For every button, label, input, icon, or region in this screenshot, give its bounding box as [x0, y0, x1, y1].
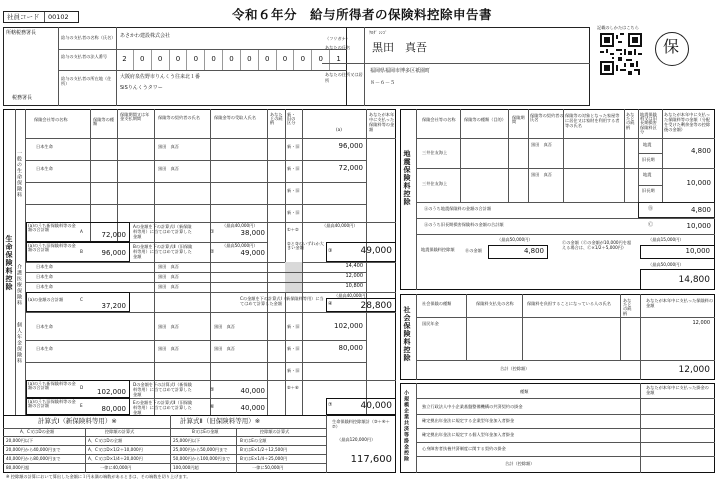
f1-r1-a: 20,000円以下	[6, 438, 34, 443]
ann-calc1-num: ⑤	[210, 387, 215, 393]
f1-r3-a: 40,000円から80,000円まで	[6, 456, 61, 461]
quake-sum2-value: 10,000	[686, 222, 711, 230]
small-paid-label: あなたが本年中に支払った掛金の金額	[646, 385, 709, 396]
formula-col-d: 控除額の計算式	[260, 429, 290, 434]
calc1-label: Aの金額を下の計算式Ⅰ（新保険料等用）に当てはめて計算した金額	[133, 224, 192, 240]
social-h-kind: 社会保険の種類	[422, 301, 452, 306]
gen-row1-new-old: 新・旧	[287, 144, 300, 149]
care-calc-max: （最高40,000円）	[334, 293, 370, 298]
quake-sum1-num: Ⓑ	[648, 206, 654, 212]
office-label-2: 税務署長	[12, 95, 33, 101]
life-total-max: （最高120,000円）	[337, 437, 376, 442]
small-total-label: 合計（控除額）	[505, 461, 535, 466]
life-h-relation: あなたとの続柄	[270, 112, 283, 126]
ann-row1-contractor: 黒田 真吾	[158, 324, 179, 329]
quake-side-label: 地震保険料控除	[403, 150, 411, 206]
sum-max: （最高40,000円）	[322, 223, 358, 228]
care-row3-contractor: 黒田 真吾	[158, 284, 179, 289]
care-row1-company: 日本生命	[36, 264, 53, 269]
f1-r2-b: A、C又はD×1/2＋10,000円	[88, 447, 143, 452]
f2-r3-a: 50,000円から100,000円まで	[173, 456, 231, 461]
quake-h-company: 保険会社等の名称	[422, 117, 456, 122]
small-row1-label: 独立行政法人中小企業基盤整備機構の共済契約の掛金	[422, 404, 523, 409]
employee-block	[322, 27, 590, 106]
ann-calc1-label: Dの金額を下の計算式Ⅰ（新保険料等用）に当てはめて計算した金額	[133, 382, 192, 398]
calc1-value: 38,000	[240, 229, 265, 237]
social-h-relation: あなたとの続柄	[623, 298, 632, 316]
gen-row2-company: 日本生命	[36, 166, 53, 171]
small-row4-label: 心身障害者扶養共済制度に関する契約の掛金	[422, 446, 506, 451]
quake-total-max: （最高50,000円）	[648, 262, 684, 267]
seal-char: 保	[663, 37, 680, 56]
social-row1-kind: 国民年金	[422, 321, 439, 326]
formula1-title: 計算式Ⅰ（新保険料等用）※	[38, 417, 117, 425]
social-total: 12,000	[678, 365, 710, 375]
ann-calc1-value: 40,000	[240, 387, 265, 395]
ann-sum-label: ⑤＋⑥	[287, 385, 299, 390]
ann-row2-new-old: 新・旧	[287, 346, 300, 351]
quake-row2-type2: 旧長期	[642, 188, 655, 193]
total-c-value: 37,200	[101, 302, 126, 310]
ann-row2-amount: 80,000	[338, 344, 363, 352]
gen-row2-contractor: 黒田 真吾	[158, 166, 179, 171]
quake-row2-type: 地震	[643, 172, 652, 177]
quake-h-period: 保険期間	[512, 115, 525, 125]
annuity-label: 個人年金保険料	[16, 322, 22, 364]
employer-address-2: SiSりんくうタワー	[120, 85, 163, 91]
ann-row1-recipient: 黒田 真吾	[214, 324, 235, 329]
ann-sum-value: 40,000	[360, 401, 392, 411]
quake-b-value: 4,800	[523, 247, 544, 255]
employee-address-2: ８－６－５	[370, 80, 396, 86]
f1-r2-a: 20,000円から40,000円まで	[6, 447, 61, 452]
gen-row1-contractor: 黒田 真吾	[158, 144, 179, 149]
sum-value: 49,000	[360, 246, 392, 256]
quake-b-prefix: Ⓑの金額	[465, 248, 482, 253]
sum-label-2: ②と③のいずれか大きい金額	[287, 241, 324, 251]
formula-col-a: A、C又はDの金額	[20, 429, 55, 434]
ann-row2-company: 日本生命	[36, 346, 53, 351]
f2-r3-b: B又はE×1/4＋25,000円	[240, 456, 288, 461]
total-a-label: (a)のうち新保険料等の金額の合計額	[28, 223, 76, 233]
care-calc-num: ④	[328, 301, 333, 307]
f2-r4-b: 一律に50,000円	[252, 465, 284, 470]
care-row2-company: 日本生命	[36, 274, 53, 279]
calc2-max: （最高50,000円）	[222, 243, 258, 248]
care-row2-contractor: 黒田 真吾	[158, 274, 179, 279]
social-row1-amount: 12,000	[692, 320, 710, 326]
life-h-unit: (a)	[336, 127, 342, 132]
gen-row2-new-old: 新・旧	[287, 166, 300, 171]
quake-h-target: 保険等の対象となった家屋等に居住又は家財を利用する者等の氏名	[565, 113, 620, 129]
gen-row4-new-old: 新・旧	[287, 210, 300, 215]
life-h-new-old: 新・旧の区分	[287, 112, 296, 126]
calc2-value: 49,000	[240, 249, 265, 257]
gen-row3-new-old: 新・旧	[287, 188, 300, 193]
care-label: 介護医療保険料	[16, 264, 22, 306]
formula-col-b: 控除額の計算式	[105, 429, 135, 434]
general-label: 一般の生命保険料	[16, 150, 22, 198]
social-total-label: 合計（控除額）	[500, 366, 530, 371]
quake-h-paid: あなたが本年中に支払った保険料等の金額（分配を受けた剰余金等の控除後の金額）	[664, 112, 711, 133]
quake-sum1-label: Ⓐのうち地震保険料の金額の合計額	[424, 206, 492, 211]
furigana-label: （フリガナ）	[325, 36, 350, 41]
total-a-letter: A	[80, 229, 83, 234]
quake-h-contractor: 保険等の契約者の氏名	[530, 113, 564, 123]
quake-h-type: 地震保険料又は旧長期損害保険料区分	[640, 112, 657, 134]
total-d-value: 102,000	[97, 388, 126, 396]
total-e-letter: E	[80, 403, 83, 408]
employee-name-label: あなたの氏名	[325, 45, 351, 50]
quake-sum1-value: 4,800	[690, 206, 711, 214]
f2-r1-b: B又はEの全額	[240, 438, 267, 443]
quake-row2-contractor: 黒田 真吾	[531, 172, 552, 177]
f1-r1-b: A、C又はDの全額	[88, 438, 123, 443]
care-row2-amount: 12,000	[345, 273, 363, 279]
sum-label: ①＋②	[287, 227, 299, 232]
formula2-title: 計算式Ⅱ（旧保険料等用）※	[180, 417, 261, 425]
life-h-period: 保険期間又は年金支払期間	[120, 112, 150, 122]
care-calc-value: 28,800	[360, 301, 392, 311]
quake-total: 14,800	[678, 275, 710, 285]
small-kind-label: 種類	[520, 389, 529, 394]
care-row1-amount: 14,400	[345, 263, 363, 269]
ann-row2-contractor: 黒田 真吾	[158, 346, 179, 351]
ann-row3-new-old: 新・旧	[287, 368, 300, 373]
care-calc-label: Cの金額を下の計算式Ⅰ（新保険料等用）に当てはめて計算した金額	[240, 296, 324, 307]
ann-row2-recipient: 黒田 真吾	[214, 346, 235, 351]
ann-sum-num: ⑦	[328, 402, 333, 408]
employee-furigana: ｸﾛﾀﾞ ｼﾝｺﾞ	[369, 30, 388, 35]
f1-r4-a: 80,000円超	[6, 465, 30, 470]
calc2-label: Bの金額を下の計算式Ⅱ（旧保険料等用）に当てはめて計算した金額	[133, 244, 193, 260]
quake-c-max: （最高15,000円）	[648, 237, 684, 242]
quake-row1-contractor: 黒田 真吾	[531, 142, 552, 147]
quake-row1-company: 三井住友海上	[422, 150, 448, 155]
life-total-value: 117,600	[350, 454, 392, 465]
page-title: 令和６年分 給与所得者の保険料控除申告書	[232, 7, 493, 22]
care-row3-company: 日本生命	[36, 284, 53, 289]
employer-name: あさかわ建設株式会社	[120, 33, 171, 39]
small-row2-label: 確定拠出年金法に規定する企業型年金加入者掛金	[422, 418, 515, 423]
total-d-letter: D	[80, 385, 84, 390]
f1-r4-b: 一律に40,000円	[100, 465, 132, 470]
total-b-label: (a)のうち旧保険料等の金額の合計額	[28, 243, 76, 253]
employee-address-1: 福岡県福岡市博多区祇園町	[370, 68, 431, 74]
ann-row1-company: 日本生命	[36, 324, 53, 329]
ann-calc2-value: 40,000	[240, 404, 265, 412]
small-side-label: 小規模企業共済等掛金控除	[403, 390, 409, 462]
total-e-value: 80,000	[101, 405, 126, 413]
care-row3-amount: 10,800	[345, 283, 363, 289]
employee-address-label: あなたの住所又は居所	[325, 72, 363, 83]
calc1-num: ①	[210, 229, 215, 235]
f1-r3-b: A、C又はD×1/4＋20,000円	[88, 456, 143, 461]
life-h-kind: 保険等の種類	[93, 117, 114, 127]
quake-sum2-num: Ⓒ	[648, 222, 654, 228]
small-row3-label: 確定拠出年金法に規定する個人型年金加入者掛金	[422, 432, 515, 437]
total-c-letter: C	[80, 297, 83, 302]
quake-row1-type: 地震	[643, 142, 652, 147]
gen-row1-company: 日本生命	[36, 144, 53, 149]
ann-calc2-label: Eの金額を下の計算式Ⅱ（旧保険料等用）に当てはめて計算した金額	[133, 400, 193, 416]
f2-r4-a: 100,000円超	[173, 465, 199, 470]
quake-calc-label: 地震保険料控除額	[421, 247, 455, 252]
f2-r2-a: 25,000円から50,000円まで	[173, 447, 228, 452]
quake-row1-amount: 4,800	[690, 147, 711, 155]
total-c-label: (a)の金額の合計額	[28, 297, 64, 302]
quake-row2-company: 三井住友海上	[422, 181, 448, 186]
employer-number-label: 給与の支払者の法人番号	[61, 54, 108, 59]
life-side-label: 生命保険料控除	[5, 235, 13, 291]
life-h-contractor: 保険等の契約者の氏名	[158, 115, 200, 120]
life-h-company: 保険会社等の名称	[34, 117, 68, 122]
care-row1-contractor: 黒田 真吾	[158, 264, 179, 269]
social-side-label: 社会保険料控除	[403, 306, 411, 362]
footnote: ※ 控除額の計算において算出した金額に１円未満の端数があるときは、その端数を切り上げます。	[6, 474, 191, 479]
quake-sum2-label: Ⓐのうち旧長期損害保険料の金額の合計額	[424, 222, 504, 227]
total-a-value: 72,000	[101, 231, 126, 239]
quake-row1-type2: 旧長期	[642, 157, 655, 162]
office-label: 所轄税務署長	[6, 30, 37, 36]
calc2-num: ②	[210, 249, 215, 255]
social-h-payee: 保険料支払先の名称	[476, 301, 514, 306]
f2-r1-a: 25,000円以下	[173, 438, 201, 443]
life-h-paid: あなたが本年中に支払った保険料等の金額	[369, 112, 395, 133]
quake-h-relation: あなたとの続柄	[626, 112, 635, 130]
total-d-label: (a)のうち新保険料等の金額の合計額	[28, 381, 76, 391]
total-e-label: (a)のうち旧保険料等の金額の合計額	[28, 399, 76, 409]
gen-row1-amount: 96,000	[338, 142, 363, 150]
quake-b-max: （最高50,000円）	[497, 237, 533, 242]
total-b-value: 96,000	[101, 249, 126, 257]
ann-row1-amount: 102,000	[334, 322, 363, 330]
f2-r2-b: B又はE×1/2＋12,500円	[240, 447, 288, 452]
qr-code-icon	[600, 33, 642, 75]
employer-address-1: 大阪府泉佐野市りんくう往来北１番	[120, 74, 201, 80]
employee-code-box	[3, 11, 79, 23]
quake-c-text: Ⓒの金額（Ⓒの金額が10,000円を超える場合は、Ⓒ×1/2＋5,000円）	[562, 240, 632, 251]
formula-col-c: B又はEの金額	[192, 429, 219, 434]
social-h-bearer: 保険料を負担することになっている人の氏名	[527, 301, 611, 306]
life-total-label: 生命保険料控除額計（③＋④＋⑦）	[332, 419, 390, 430]
employer-address-label: 給与の支払者の所在地（住所）	[61, 76, 112, 87]
quake-c-value: 10,000	[685, 247, 710, 255]
sum-num: ③	[328, 248, 333, 254]
quake-row2-amount: 10,000	[686, 179, 711, 187]
gen-row2-amount: 72,000	[338, 164, 363, 172]
qr-caption: 記載のしかたはこちら	[597, 25, 639, 30]
calc1-max: （最高40,000円）	[222, 223, 258, 228]
life-h-recipient: 保険金等の受取人氏名	[214, 115, 256, 120]
social-h-paid: あなたが本年中に支払った保険料の金額	[646, 298, 714, 309]
ann-calc2-num: ⑥	[210, 404, 215, 410]
employee-code-label: 社員コード	[7, 13, 40, 21]
employee-code-value: 00102	[48, 13, 69, 21]
corporate-number-digits: 2 0 0 0 0 0 0 0 0 0 0 0 1	[116, 50, 347, 70]
employee-name: 黒田 真吾	[372, 41, 427, 54]
quake-h-kind: 保険等の種類（目的）	[464, 117, 506, 122]
employer-name-label: 給与の支払者の名称（氏名）	[61, 35, 116, 40]
ann-row1-new-old: 新・旧	[287, 324, 300, 329]
total-b-letter: B	[80, 249, 83, 254]
